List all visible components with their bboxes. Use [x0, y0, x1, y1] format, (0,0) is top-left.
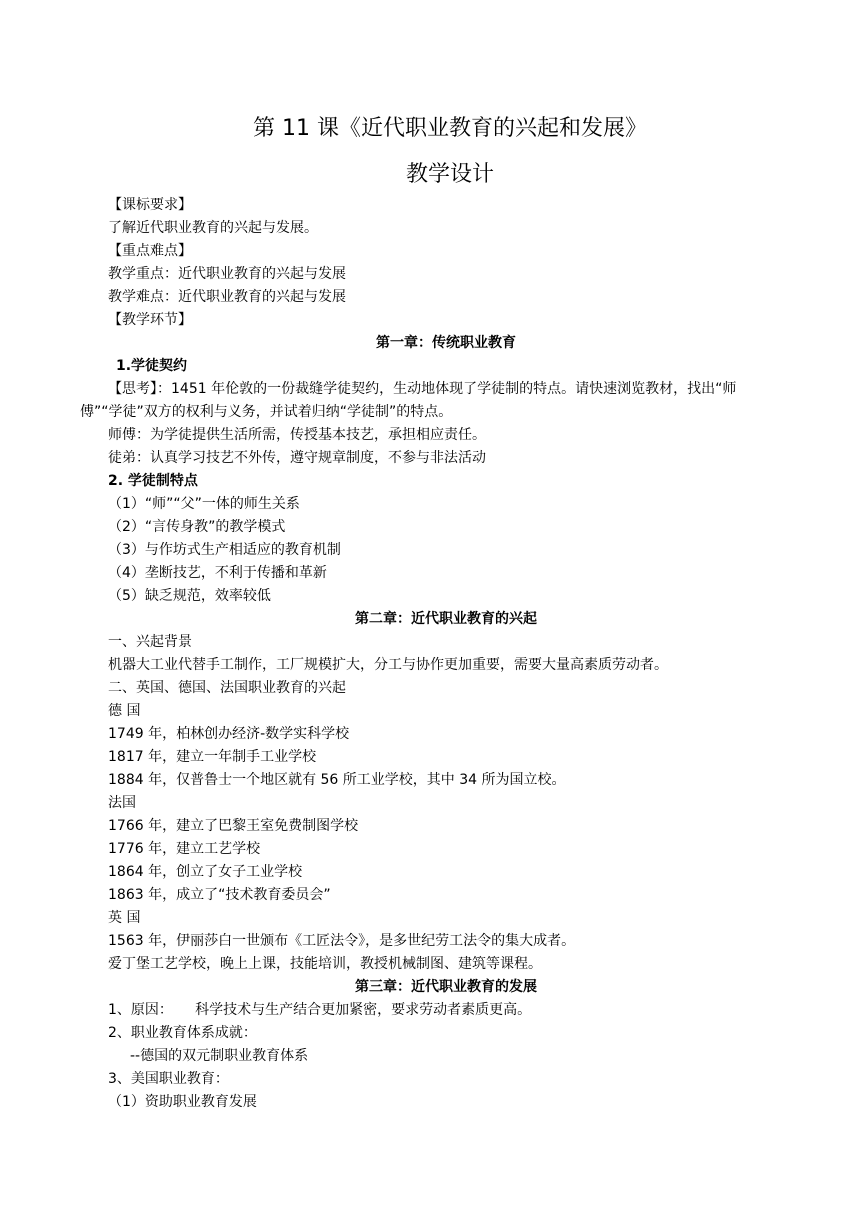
achievement-title: 2、职业教育体系成就：	[108, 1025, 257, 1041]
subsection-apprentice-features: 2. 学徒制特点	[108, 473, 198, 489]
france-event: 1766 年，建立了巴黎王室免费制图学校	[108, 818, 359, 834]
background-title: 一、兴起背景	[108, 634, 192, 650]
rise-title: 二、英国、德国、法国职业教育的兴起	[108, 680, 346, 696]
think-line-1: 【思考】：1451 年伦敦的一份裁缝学徒契约，生动地体现了学徒制的特点。请快速浏览教材，找出“师	[108, 381, 737, 397]
think-paragraph	[80, 378, 786, 424]
feature-item: （3）与作坊式生产相适应的教育机制	[108, 542, 341, 558]
section-label-keypoints: 【重点难点】	[108, 243, 192, 259]
germany-event: 1817 年，建立一年制手工业学校	[108, 749, 317, 765]
section-label-curriculum: 【课标要求】	[108, 197, 192, 213]
document-subtitle: 教学设计	[405, 162, 494, 187]
us-item: （1）资助职业教育发展	[108, 1094, 257, 1110]
feature-item: （5）缺乏规范，效率较低	[108, 588, 271, 604]
feature-item: （4）垄断技艺，不利于传播和革新	[108, 565, 327, 581]
document-title: 第 11 课《近代职业教育的兴起和发展》	[253, 116, 647, 141]
feature-item: （1）“师”“父”一体的师生关系	[108, 496, 300, 512]
difficulty-text: 教学难点：近代职业教育的兴起与发展	[108, 289, 346, 305]
chapter-1-heading: 第一章：传统职业教育	[376, 335, 516, 351]
germany-event: 1749 年，柏林创办经济-数学实科学校	[108, 726, 350, 742]
curriculum-text: 了解近代职业教育的兴起与发展。	[108, 220, 318, 236]
country-france: 法国	[108, 795, 136, 811]
france-event: 1863 年，成立了“技术教育委员会”	[108, 887, 331, 903]
france-event: 1864 年，创立了女子工业学校	[108, 864, 303, 880]
dual-system-text: --德国的双元制职业教育体系	[130, 1048, 309, 1064]
keypoint-text: 教学重点：近代职业教育的兴起与发展	[108, 266, 346, 282]
feature-item: （2）“言传身教”的教学模式	[108, 519, 286, 535]
country-germany: 德 国	[108, 703, 141, 719]
us-education-title: 3、美国职业教育：	[108, 1071, 229, 1087]
document-body	[80, 194, 788, 1114]
uk-event: 爱丁堡工艺学校，晚上上课，技能培训，教授机械制图、建筑等课程。	[108, 956, 542, 972]
subsection-apprentice-contract: 1.学徒契约	[116, 358, 188, 374]
apprentice-duties: 徒弟：认真学习技艺不外传，遵守规章制度，不参与非法活动	[108, 450, 486, 466]
chapter-2-heading: 第二章：近代职业教育的兴起	[355, 611, 537, 627]
france-event: 1776 年，建立工艺学校	[108, 841, 261, 857]
reason-text: 1、原因： 科学技术与生产结合更加紧密，要求劳动者素质更高。	[108, 1002, 532, 1018]
germany-event: 1884 年，仅普鲁士一个地区就有 56 所工业学校，其中 34 所为国立校。	[108, 772, 566, 788]
background-text: 机器大工业代替手工制作，工厂规模扩大，分工与协作更加重要，需要大量高素质劳动者。	[108, 657, 668, 673]
master-duties: 师傅：为学徒提供生活所需，传授基本技艺，承担相应责任。	[108, 427, 486, 443]
think-line-2: 傅”“学徒”双方的权利与义务，并试着归纳“学徒制”的特点。	[80, 404, 453, 420]
chapter-3-heading: 第三章：近代职业教育的发展	[355, 979, 537, 995]
section-label-teaching: 【教学环节】	[108, 312, 192, 328]
country-uk: 英 国	[108, 910, 141, 926]
uk-event: 1563 年，伊丽莎白一世颁布《工匠法令》，是多世纪劳工法令的集大成者。	[108, 933, 576, 949]
